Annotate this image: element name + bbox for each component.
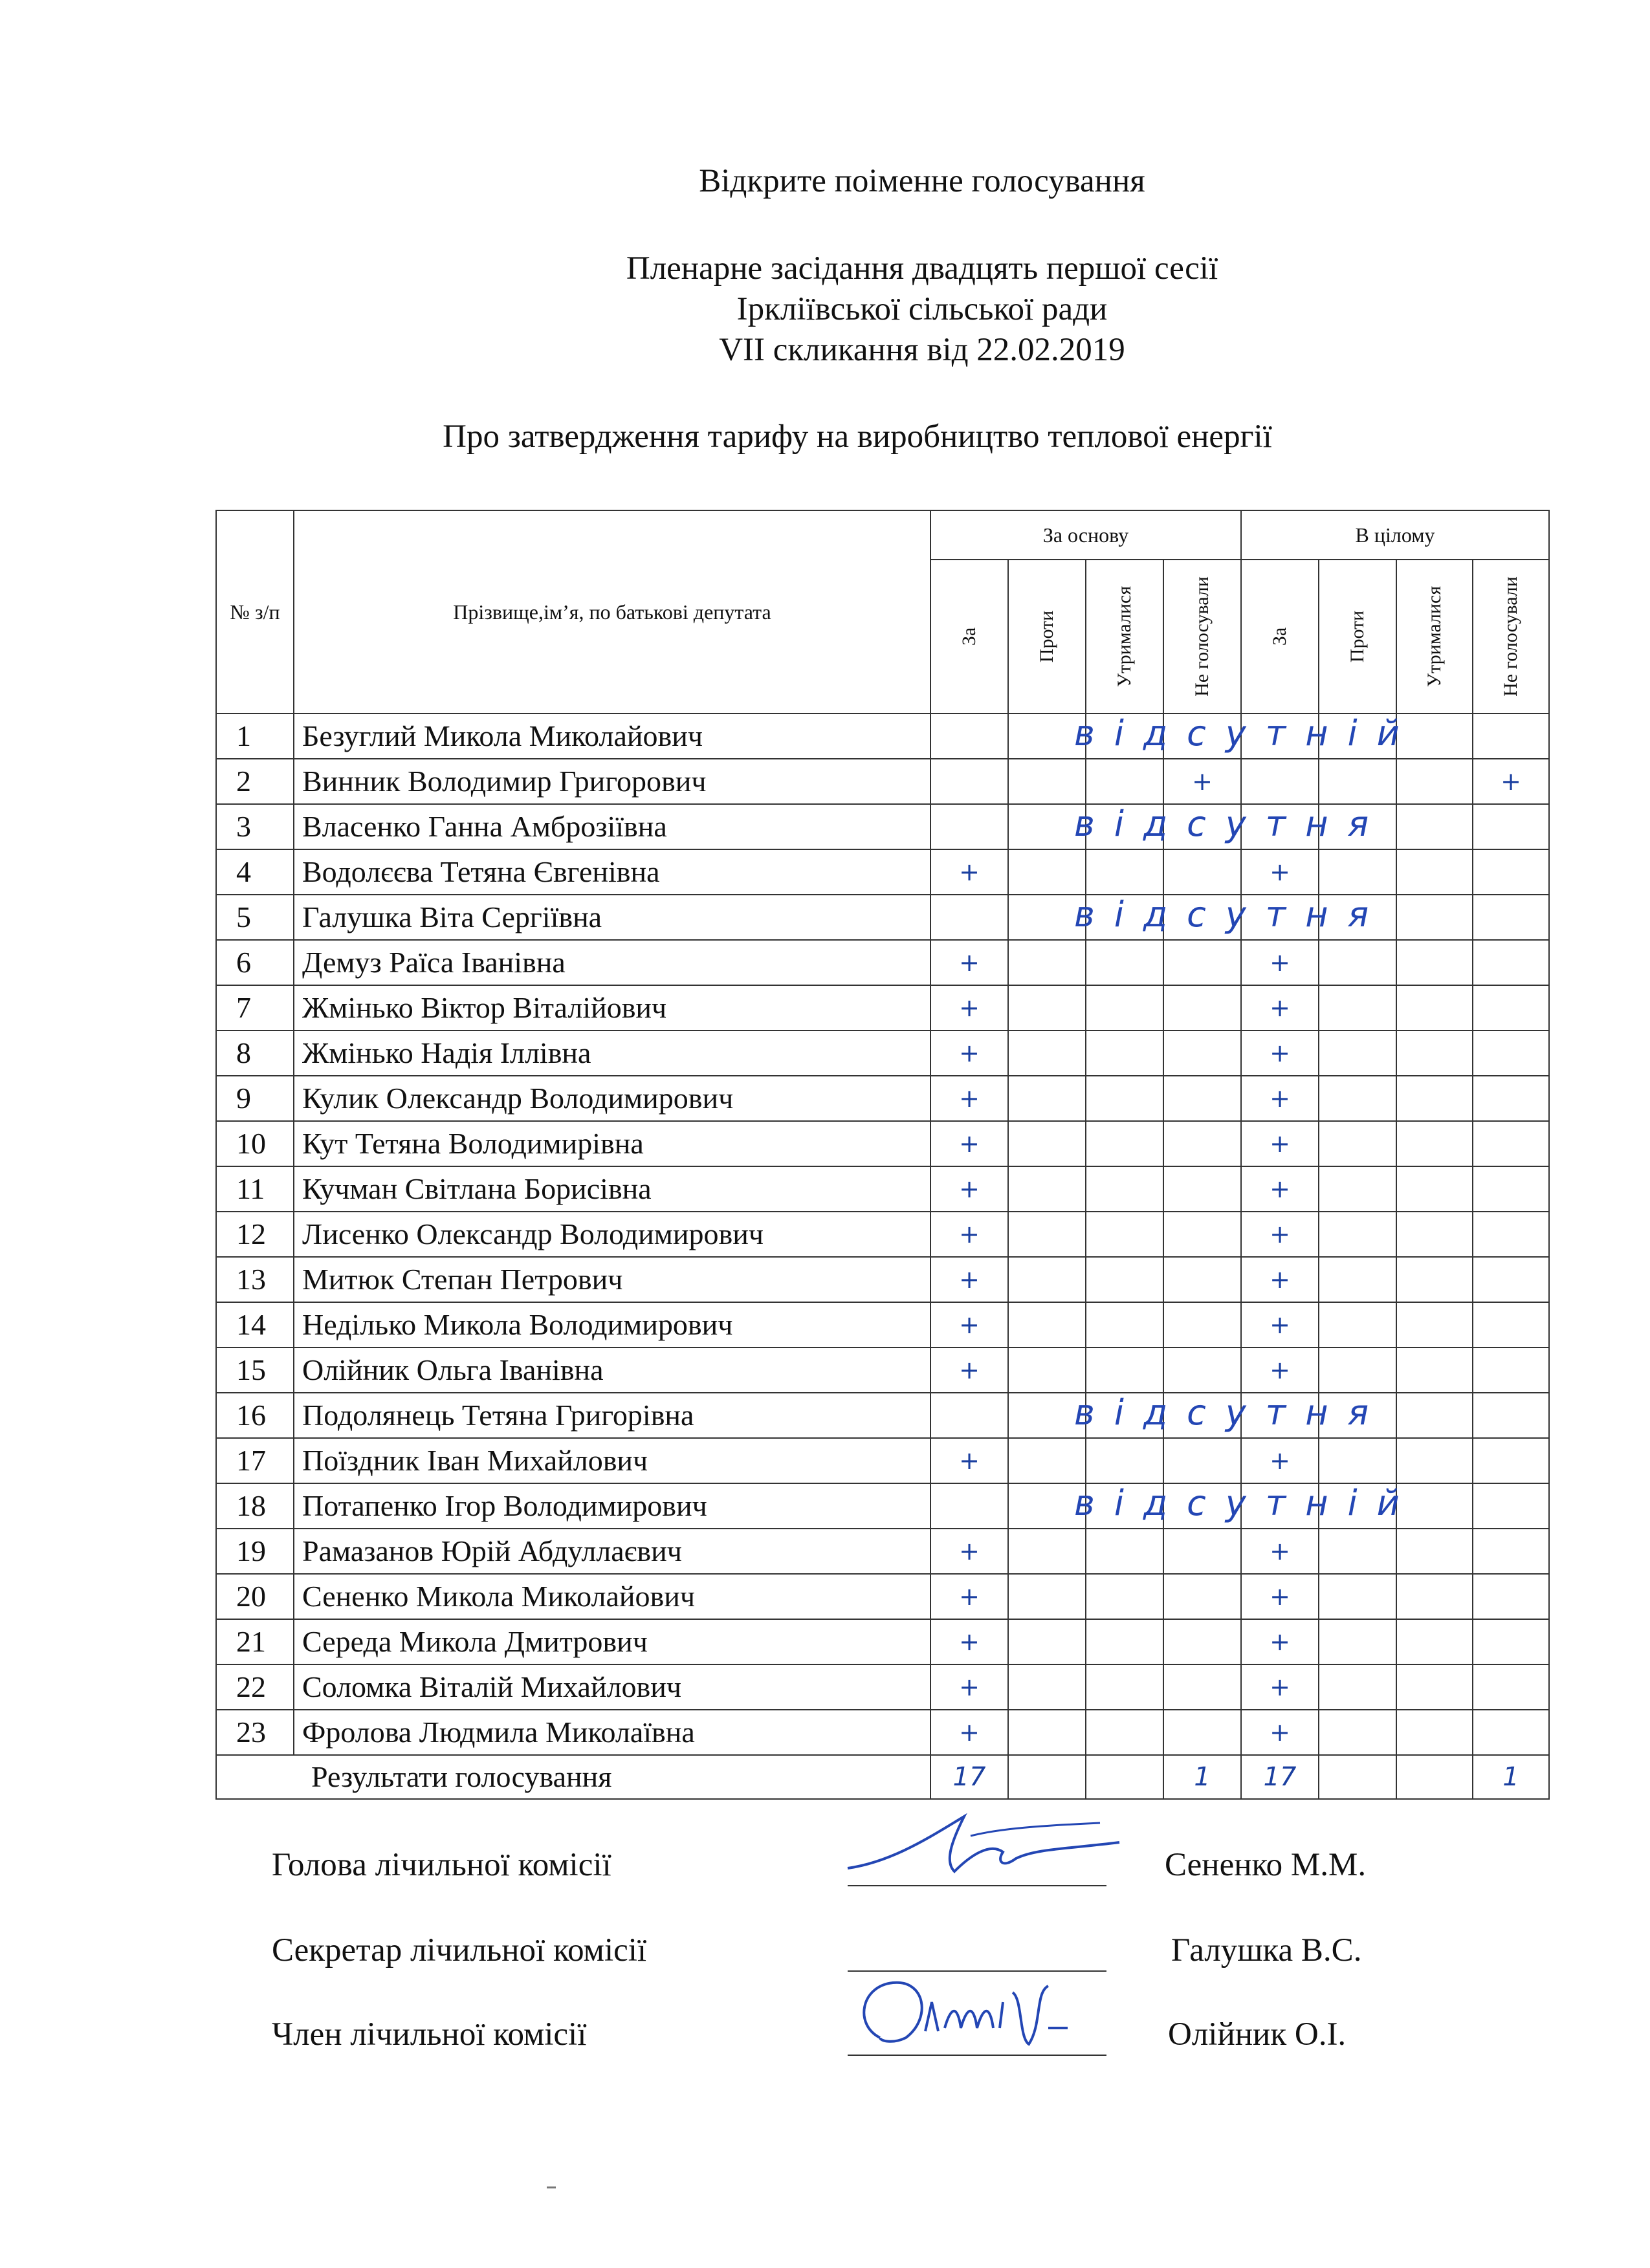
deputy-name: Рамазанов Юрій Абдуллаєвич [294,1529,930,1574]
row-number: 21 [216,1619,294,1664]
vote-whole-abstain [1396,1121,1473,1166]
vote-base-against [1008,1121,1086,1166]
vote-base-novote [1163,1076,1241,1121]
deputy-name: Галушка Віта Сергіївна [294,895,930,940]
vote-whole-for: + [1241,1664,1319,1710]
vote-base-against [1008,1438,1086,1483]
col-header-whole-for: За [1241,560,1319,714]
col-header-number: № з/п [216,510,294,714]
vote-whole-for: + [1241,1212,1319,1257]
vote-whole-abstain [1396,1619,1473,1664]
vote-base-abstain [1086,1438,1163,1483]
vote-whole-against [1319,849,1396,895]
table-row [216,1076,1549,1121]
vote-whole-novote [1473,1619,1549,1664]
vote-whole-novote [1473,1302,1549,1347]
vote-whole-novote [1473,1710,1549,1755]
result-whole-abstain [1396,1755,1473,1799]
vote-base-for: + [930,1529,1008,1574]
vote-base-for: + [930,1438,1008,1483]
vote-base-abstain [1086,985,1163,1030]
vote-base-abstain [1086,1166,1163,1212]
signature-name-chair: Сененко М.М. [1165,1847,1367,1883]
vote-base-novote [1163,1574,1241,1619]
vote-whole-abstain [1396,1212,1473,1257]
vote-whole-against [1319,1438,1396,1483]
vote-whole-abstain [1396,1438,1473,1483]
deputy-name: Безуглий Микола Миколайович [294,714,930,759]
vote-base-abstain [1086,1302,1163,1347]
col-group-whole: В цілому [1241,510,1549,560]
vote-base-against [1008,985,1086,1030]
vote-base-novote [1163,1438,1241,1483]
vote-base-for: + [930,1574,1008,1619]
vote-whole-against [1319,1529,1396,1574]
vote-base-against [1008,1166,1086,1212]
vote-base-abstain [1086,1347,1163,1393]
agenda-subject: Про затвердження тарифу на виробництво теплової енергії [443,419,1272,455]
vote-base-against [1008,1529,1086,1574]
vote-base-for: + [930,1347,1008,1393]
vote-whole-for: + [1241,1347,1319,1393]
vote-whole-abstain [1396,1710,1473,1755]
vote-base-against [1008,1347,1086,1393]
vote-base-novote [1163,985,1241,1030]
signature-name-secretary: Галушка В.С. [1171,1932,1362,1968]
vote-base-against [1008,1076,1086,1121]
vote-whole-for: + [1241,1710,1319,1755]
vote-whole-abstain [1396,1302,1473,1347]
col-header-base-against: Проти [1008,560,1086,714]
vote-whole-for: + [1241,1302,1319,1347]
vote-whole-abstain [1396,1393,1473,1438]
vote-base-novote [1163,1710,1241,1755]
vote-base-abstain [1086,1257,1163,1302]
deputy-name: Соломка Віталій Михайлович [294,1664,930,1710]
signature-row-chair [0,1842,1650,1901]
vote-whole-against [1319,1710,1396,1755]
row-number: 19 [216,1529,294,1574]
col-header-name: Прізвище,ім’я, по батькові депутата [294,510,930,714]
deputy-name: Жмінько Віктор Віталійович [294,985,930,1030]
table-row [216,1030,1549,1076]
col-header-whole-against: Проти [1319,560,1396,714]
absent-note: відсутній [1074,1483,1419,1523]
table-row [216,1619,1549,1664]
row-number: 14 [216,1302,294,1347]
vote-whole-novote: + [1473,759,1549,804]
session-line-2: Ірклiївської сільської ради [736,291,1108,327]
vote-base-abstain [1086,1664,1163,1710]
signature-role-member: Член лічильної комісії [272,2016,587,2053]
vote-whole-novote [1473,1574,1549,1619]
vote-whole-novote [1473,895,1549,940]
row-number: 16 [216,1393,294,1438]
vote-whole-against [1319,1619,1396,1664]
absent-note: відсутня [1074,803,1389,844]
deputy-name: Подолянець Тетяна Григорівна [294,1393,930,1438]
table-row [216,1121,1549,1166]
vote-base-novote [1163,1529,1241,1574]
vote-whole-for: + [1241,1166,1319,1212]
vote-base-abstain [1086,759,1163,804]
vote-whole-novote [1473,1483,1549,1529]
signature-role-secretary: Секретар лічильної комісії [272,1932,647,1968]
vote-whole-for: + [1241,1619,1319,1664]
vote-whole-novote [1473,1438,1549,1483]
vote-whole-novote [1473,1529,1549,1574]
signature-chair-image [841,1797,1126,1894]
vote-base-abstain [1086,849,1163,895]
table-row [216,1664,1549,1710]
vote-whole-for: + [1241,985,1319,1030]
deputy-name: Сененко Микола Миколайович [294,1574,930,1619]
table-row [216,1166,1549,1212]
vote-whole-novote [1473,1664,1549,1710]
vote-base-for: + [930,1030,1008,1076]
vote-whole-against [1319,985,1396,1030]
vote-base-novote [1163,1664,1241,1710]
vote-base-against [1008,1257,1086,1302]
row-number: 15 [216,1347,294,1393]
vote-whole-novote [1473,1076,1549,1121]
vote-whole-for [1241,759,1319,804]
vote-whole-for: + [1241,1121,1319,1166]
vote-base-for: + [930,1664,1008,1710]
vote-base-against [1008,1574,1086,1619]
vote-base-against [1008,849,1086,895]
vote-base-abstain [1086,1574,1163,1619]
row-number: 8 [216,1030,294,1076]
vote-base-abstain [1086,1076,1163,1121]
vote-base-against [1008,759,1086,804]
vote-base-for [930,804,1008,849]
vote-base-against [1008,940,1086,985]
deputy-name: Кулик Олександр Володимирович [294,1076,930,1121]
table-row [216,1529,1549,1574]
vote-whole-abstain [1396,1030,1473,1076]
row-number: 5 [216,895,294,940]
deputy-name: Лисенко Олександр Володимирович [294,1212,930,1257]
vote-base-abstain [1086,1710,1163,1755]
vote-whole-for: + [1241,940,1319,985]
vote-whole-abstain [1396,1076,1473,1121]
vote-whole-novote [1473,714,1549,759]
row-number: 9 [216,1076,294,1121]
row-number: 20 [216,1574,294,1619]
deputy-name: Олійник Ольга Іванівна [294,1347,930,1393]
row-number: 4 [216,849,294,895]
vote-whole-novote [1473,849,1549,895]
vote-whole-against [1319,1076,1396,1121]
vote-base-against [1008,1212,1086,1257]
vote-base-for: + [930,1166,1008,1212]
table-row [216,1710,1549,1755]
vote-base-against [1008,1302,1086,1347]
vote-whole-novote [1473,1257,1549,1302]
row-number: 17 [216,1438,294,1483]
session-line-3: VII скликання від 22.02.2019 [719,332,1125,368]
vote-base-for [930,1393,1008,1438]
table-row [216,1212,1549,1257]
vote-base-novote [1163,1347,1241,1393]
vote-whole-novote [1473,985,1549,1030]
vote-base-novote [1163,940,1241,985]
signature-row-member [0,2012,1650,2070]
deputy-name: Винник Володимир Григорович [294,759,930,804]
vote-whole-novote [1473,1393,1549,1438]
vote-whole-for: + [1241,1529,1319,1574]
col-header-whole-novote: Не голосували [1473,560,1549,714]
vote-whole-abstain [1396,1664,1473,1710]
document-title: Відкрите поіменне голосування [699,163,1145,199]
row-number: 13 [216,1257,294,1302]
result-base-novote: 1 [1163,1755,1241,1799]
vote-base-novote [1163,1030,1241,1076]
vote-base-abstain [1086,1619,1163,1664]
deputy-name: Митюк Степан Петрович [294,1257,930,1302]
vote-base-for: + [930,1076,1008,1121]
vote-whole-for: + [1241,849,1319,895]
vote-whole-abstain [1396,895,1473,940]
vote-whole-against [1319,1030,1396,1076]
vote-base-for [930,895,1008,940]
vote-whole-against [1319,1302,1396,1347]
vote-whole-abstain [1396,849,1473,895]
vote-base-for: + [930,940,1008,985]
results-label: Результати голосування [216,1755,930,1799]
vote-base-for: + [930,1212,1008,1257]
result-base-abstain [1086,1755,1163,1799]
result-base-against [1008,1755,1086,1799]
vote-base-for: + [930,985,1008,1030]
vote-whole-abstain [1396,1257,1473,1302]
deputy-name: Демуз Раїса Іванівна [294,940,930,985]
deputy-name: Неділько Микола Володимирович [294,1302,930,1347]
vote-table [215,510,1550,1800]
row-number: 23 [216,1710,294,1755]
result-whole-novote: 1 [1473,1755,1549,1799]
col-header-base-for: За [930,560,1008,714]
vote-base-for: + [930,1710,1008,1755]
vote-whole-for: + [1241,1574,1319,1619]
vote-base-for: + [930,1257,1008,1302]
vote-whole-against [1319,940,1396,985]
vote-whole-novote [1473,1166,1549,1212]
table-row [216,1438,1549,1483]
vote-base-for: + [930,849,1008,895]
table-row [216,759,1549,804]
vote-whole-novote [1473,1030,1549,1076]
vote-whole-for: + [1241,1076,1319,1121]
row-number: 12 [216,1212,294,1257]
vote-whole-against [1319,1166,1396,1212]
vote-whole-abstain [1396,804,1473,849]
row-number: 1 [216,714,294,759]
table-row [216,849,1549,895]
vote-whole-against [1319,1212,1396,1257]
deputy-name: Кут Тетяна Володимирівна [294,1121,930,1166]
vote-base-abstain [1086,940,1163,985]
table-row [216,1302,1549,1347]
table-row [216,1347,1549,1393]
deputy-name: Середа Микола Дмитрович [294,1619,930,1664]
col-header-whole-abstain: Утрималися [1396,560,1473,714]
result-whole-for: 17 [1241,1755,1319,1799]
vote-whole-for: + [1241,1030,1319,1076]
row-number: 3 [216,804,294,849]
vote-base-against [1008,1619,1086,1664]
vote-whole-abstain [1396,940,1473,985]
vote-whole-against [1319,759,1396,804]
vote-base-novote: + [1163,759,1241,804]
row-number: 10 [216,1121,294,1166]
absent-note: відсутня [1074,894,1389,935]
vote-whole-for: + [1241,1257,1319,1302]
vote-whole-against [1319,1664,1396,1710]
deputy-name: Фролова Людмила Миколаївна [294,1710,930,1755]
vote-base-abstain [1086,1212,1163,1257]
vote-base-for [930,714,1008,759]
vote-base-for: + [930,1302,1008,1347]
deputy-name: Потапенко Ігор Володимирович [294,1483,930,1529]
signature-member-image [841,1967,1126,2064]
result-whole-against [1319,1755,1396,1799]
row-number: 18 [216,1483,294,1529]
session-line-1: Пленарне засідання двадцять першої сесії [626,250,1218,287]
vote-whole-abstain [1396,1166,1473,1212]
vote-base-for: + [930,1619,1008,1664]
vote-base-novote [1163,1121,1241,1166]
vote-whole-novote [1473,940,1549,985]
row-number: 6 [216,940,294,985]
col-header-base-abstain: Утрималися [1086,560,1163,714]
signature-row-secretary [0,1928,1650,1986]
vote-whole-abstain [1396,1574,1473,1619]
vote-whole-novote [1473,1212,1549,1257]
row-number: 7 [216,985,294,1030]
absent-note: відсутня [1074,1392,1389,1433]
col-group-base: За основу [930,510,1241,560]
vote-whole-against [1319,1347,1396,1393]
vote-base-novote [1163,1212,1241,1257]
table-row [216,1257,1549,1302]
vote-whole-abstain [1396,1529,1473,1574]
vote-base-against [1008,1710,1086,1755]
absent-note: відсутній [1074,713,1419,754]
vote-base-novote [1163,1257,1241,1302]
vote-base-novote [1163,849,1241,895]
vote-base-abstain [1086,1121,1163,1166]
col-header-base-novote: Не голосували [1163,560,1241,714]
vote-base-for: + [930,1121,1008,1166]
vote-base-abstain [1086,1030,1163,1076]
vote-base-novote [1163,1619,1241,1664]
table-row [216,1574,1549,1619]
vote-whole-abstain [1396,1347,1473,1393]
deputy-name: Жмінько Надія Іллівна [294,1030,930,1076]
vote-whole-against [1319,1257,1396,1302]
scan-mark [547,2186,556,2188]
deputy-name: Власенко Ганна Амброзіївна [294,804,930,849]
vote-whole-abstain [1396,985,1473,1030]
deputy-name: Водолєєва Тетяна Євгенівна [294,849,930,895]
vote-base-abstain [1086,1529,1163,1574]
deputy-name: Поїздник Іван Михайлович [294,1438,930,1483]
vote-base-against [1008,1030,1086,1076]
vote-whole-against [1319,1574,1396,1619]
result-base-for: 17 [930,1755,1008,1799]
vote-whole-novote [1473,1347,1549,1393]
vote-whole-novote [1473,1121,1549,1166]
vote-whole-for: + [1241,1438,1319,1483]
vote-whole-against [1319,1121,1396,1166]
vote-whole-novote [1473,804,1549,849]
deputy-name: Кучман Світлана Борисівна [294,1166,930,1212]
vote-base-for [930,759,1008,804]
row-number: 22 [216,1664,294,1710]
vote-whole-abstain [1396,759,1473,804]
row-number: 11 [216,1166,294,1212]
vote-base-novote [1163,1302,1241,1347]
signature-name-member: Олійник О.І. [1168,2016,1347,2053]
vote-base-for [930,1483,1008,1529]
row-number: 2 [216,759,294,804]
signature-role-chair: Голова лічильної комісії [272,1847,611,1883]
vote-base-novote [1163,1166,1241,1212]
table-row [216,940,1549,985]
table-row [216,985,1549,1030]
vote-base-against [1008,1664,1086,1710]
